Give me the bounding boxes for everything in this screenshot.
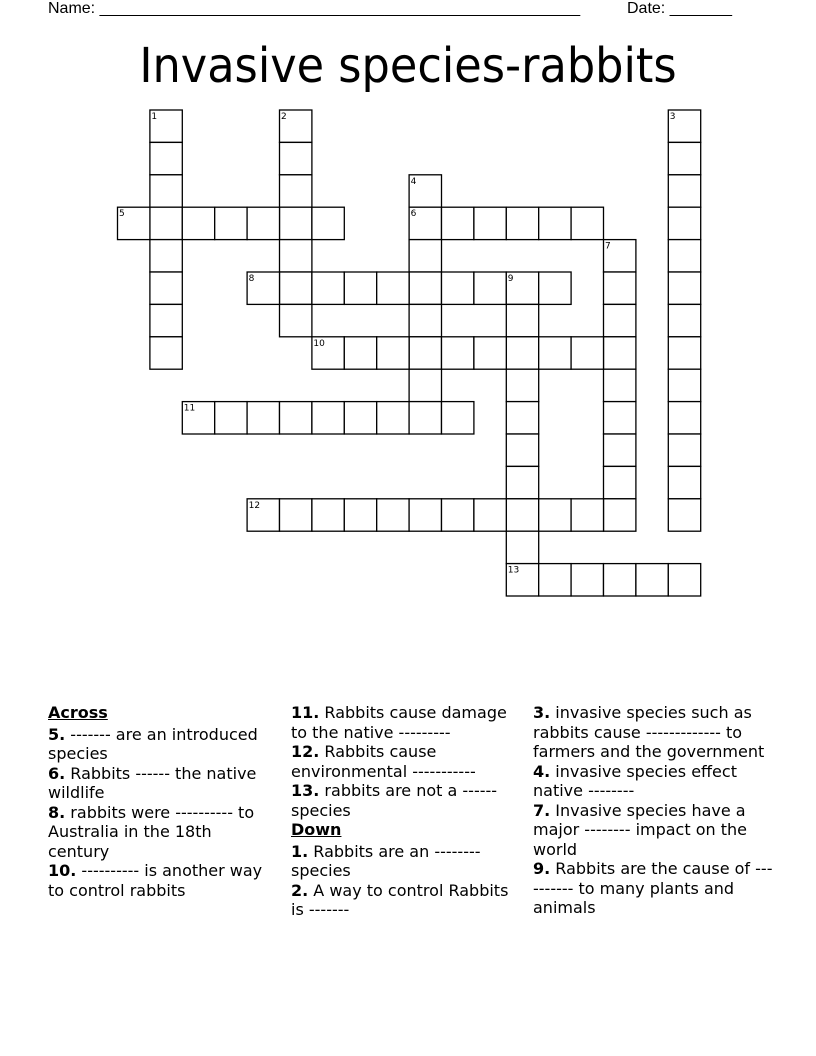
grid-cell[interactable] (150, 207, 182, 239)
grid-cell[interactable] (344, 337, 376, 369)
grid-cell[interactable] (280, 240, 312, 272)
grid-cell[interactable] (150, 272, 182, 304)
grid-cell[interactable] (280, 304, 312, 336)
grid-cell[interactable] (215, 207, 247, 239)
grid-cell[interactable] (377, 402, 409, 434)
clue-down-9: 9. Rabbits are the cause of ---------- to many plants and animals (533, 859, 773, 917)
grid-cell[interactable] (409, 369, 441, 401)
grid-cell[interactable] (636, 564, 668, 596)
grid-cell[interactable] (377, 272, 409, 304)
grid-cell[interactable] (442, 272, 474, 304)
grid-cell[interactable] (442, 402, 474, 434)
grid-cell[interactable] (571, 499, 603, 531)
grid-cell[interactable] (280, 402, 312, 434)
grid-cell[interactable] (506, 402, 538, 434)
clue-down-3: 3. invasive species such as rabbits cause ------------- to farmers and the government (533, 703, 765, 761)
grid-cell[interactable] (506, 207, 538, 239)
grid-cell[interactable] (506, 337, 538, 369)
grid-cell[interactable] (506, 434, 538, 466)
grid-cell[interactable] (604, 402, 636, 434)
grid-cell[interactable] (668, 337, 700, 369)
down-heading: Down (291, 820, 342, 839)
grid-cell[interactable] (604, 369, 636, 401)
grid-cell[interactable] (604, 466, 636, 498)
grid-cell[interactable] (247, 402, 279, 434)
grid-cell[interactable] (247, 207, 279, 239)
across-heading: Across (48, 703, 108, 722)
grid-cell[interactable] (539, 272, 571, 304)
grid-cell[interactable] (604, 499, 636, 531)
grid-cell[interactable] (668, 402, 700, 434)
grid-cell[interactable] (539, 564, 571, 596)
grid-cell[interactable] (668, 466, 700, 498)
grid-cell[interactable] (539, 499, 571, 531)
clue-across-5: 5. ------- are an introduced species (48, 724, 258, 763)
grid-cell[interactable] (344, 402, 376, 434)
grid-cell[interactable] (280, 175, 312, 207)
clues-column-3 (533, 703, 773, 918)
grid-cell[interactable] (604, 304, 636, 336)
grid-cell[interactable] (571, 337, 603, 369)
cell-number: 11 (183, 403, 196, 414)
cell-number: 6 (410, 209, 417, 220)
grid-cell[interactable] (442, 499, 474, 531)
grid-cell[interactable] (280, 142, 312, 174)
grid-cell[interactable] (474, 499, 506, 531)
grid-cell[interactable] (312, 272, 344, 304)
grid-cell[interactable] (474, 337, 506, 369)
page-title: Invasive species-rabbits (139, 38, 677, 94)
cell-number: 4 (410, 176, 417, 187)
clue-down-1: 1. Rabbits are an -------- species (291, 841, 481, 880)
grid-cell[interactable] (150, 304, 182, 336)
grid-cell[interactable] (668, 240, 700, 272)
grid-cell[interactable] (571, 564, 603, 596)
cell-number: 3 (669, 112, 676, 122)
grid-cell[interactable] (506, 499, 538, 531)
grid-cell[interactable] (668, 304, 700, 336)
grid-cell[interactable] (409, 304, 441, 336)
grid-cell[interactable] (280, 272, 312, 304)
cell-number: 12 (248, 500, 261, 511)
grid-cell[interactable] (442, 207, 474, 239)
cell-number: 13 (507, 565, 520, 576)
clue-across-12: 12. Rabbits cause environmental ----------- (291, 742, 476, 781)
grid-cell[interactable] (668, 142, 700, 174)
grid-cell[interactable] (150, 240, 182, 272)
grid-cell[interactable] (280, 499, 312, 531)
cell-number: 5 (119, 209, 125, 220)
grid-cell[interactable] (215, 402, 247, 434)
clue-across-8: 8. rabbits were ---------- to Australia in the 18th century (48, 802, 255, 861)
grid-cell[interactable] (182, 207, 214, 239)
clues-column-2 (291, 703, 513, 920)
cell-number: 2 (281, 112, 287, 122)
grid-cell[interactable] (668, 564, 700, 596)
clues-column-1 (48, 703, 270, 900)
grid-cell[interactable] (312, 499, 344, 531)
grid-cell[interactable] (442, 337, 474, 369)
clue-across-13: 13. rabbits are not a ------ species (291, 781, 498, 820)
grid-cell[interactable] (312, 402, 344, 434)
grid-cell[interactable] (474, 272, 506, 304)
grid-cell[interactable] (280, 207, 312, 239)
grid-cell[interactable] (571, 207, 603, 239)
grid-cell[interactable] (474, 207, 506, 239)
name-field[interactable]: Name: ______________________________________________________ (48, 0, 581, 17)
grid-cell[interactable] (409, 240, 441, 272)
grid-cell[interactable] (604, 337, 636, 369)
grid-cell[interactable] (539, 207, 571, 239)
grid-cell[interactable] (539, 337, 571, 369)
grid-cell[interactable] (409, 272, 441, 304)
clue-across-10: 10. ---------- is another way to control rabbits (48, 861, 263, 900)
grid-cell[interactable] (409, 402, 441, 434)
grid-cell[interactable] (150, 337, 182, 369)
cell-number: 10 (313, 338, 325, 349)
grid-cell[interactable] (668, 434, 700, 466)
grid-cell[interactable] (506, 304, 538, 336)
clue-across-6: 6. Rabbits ------ the native wildlife (48, 763, 257, 802)
grid-cell[interactable] (604, 564, 636, 596)
grid-cell[interactable] (409, 499, 441, 531)
grid-cell[interactable] (668, 272, 700, 304)
grid-cell[interactable] (377, 499, 409, 531)
clue-down-4: 4. invasive species effect native -------- (533, 761, 737, 800)
grid-cell[interactable] (377, 337, 409, 369)
grid-cell[interactable] (506, 369, 538, 401)
grid-cell[interactable] (150, 175, 182, 207)
grid-cell[interactable] (668, 207, 700, 239)
grid-cell[interactable] (604, 272, 636, 304)
cell-number: 7 (605, 241, 611, 252)
date-field[interactable]: Date: _______ (627, 0, 732, 17)
grid-cell[interactable] (506, 466, 538, 498)
cell-number: 1 (151, 112, 158, 122)
clue-down-7: 7. Invasive species have a major -------- impact on the world (533, 800, 747, 859)
grid-cell[interactable] (668, 499, 700, 531)
grid-cell[interactable] (344, 499, 376, 531)
grid-cell[interactable] (150, 142, 182, 174)
grid-cell[interactable] (409, 337, 441, 369)
clue-across-11: 11. Rabbits cause damage to the native --------- (291, 703, 507, 742)
clue-down-2: 2. A way to control Rabbits is ------- (291, 880, 509, 919)
grid-cell[interactable] (604, 434, 636, 466)
grid-cell[interactable] (668, 369, 700, 401)
cell-number: 8 (248, 274, 255, 284)
cell-number: 9 (507, 274, 514, 284)
grid-cell[interactable] (344, 272, 376, 304)
grid-cell[interactable] (668, 175, 700, 207)
grid-cell[interactable] (312, 207, 344, 239)
grid-cell[interactable] (506, 531, 538, 563)
